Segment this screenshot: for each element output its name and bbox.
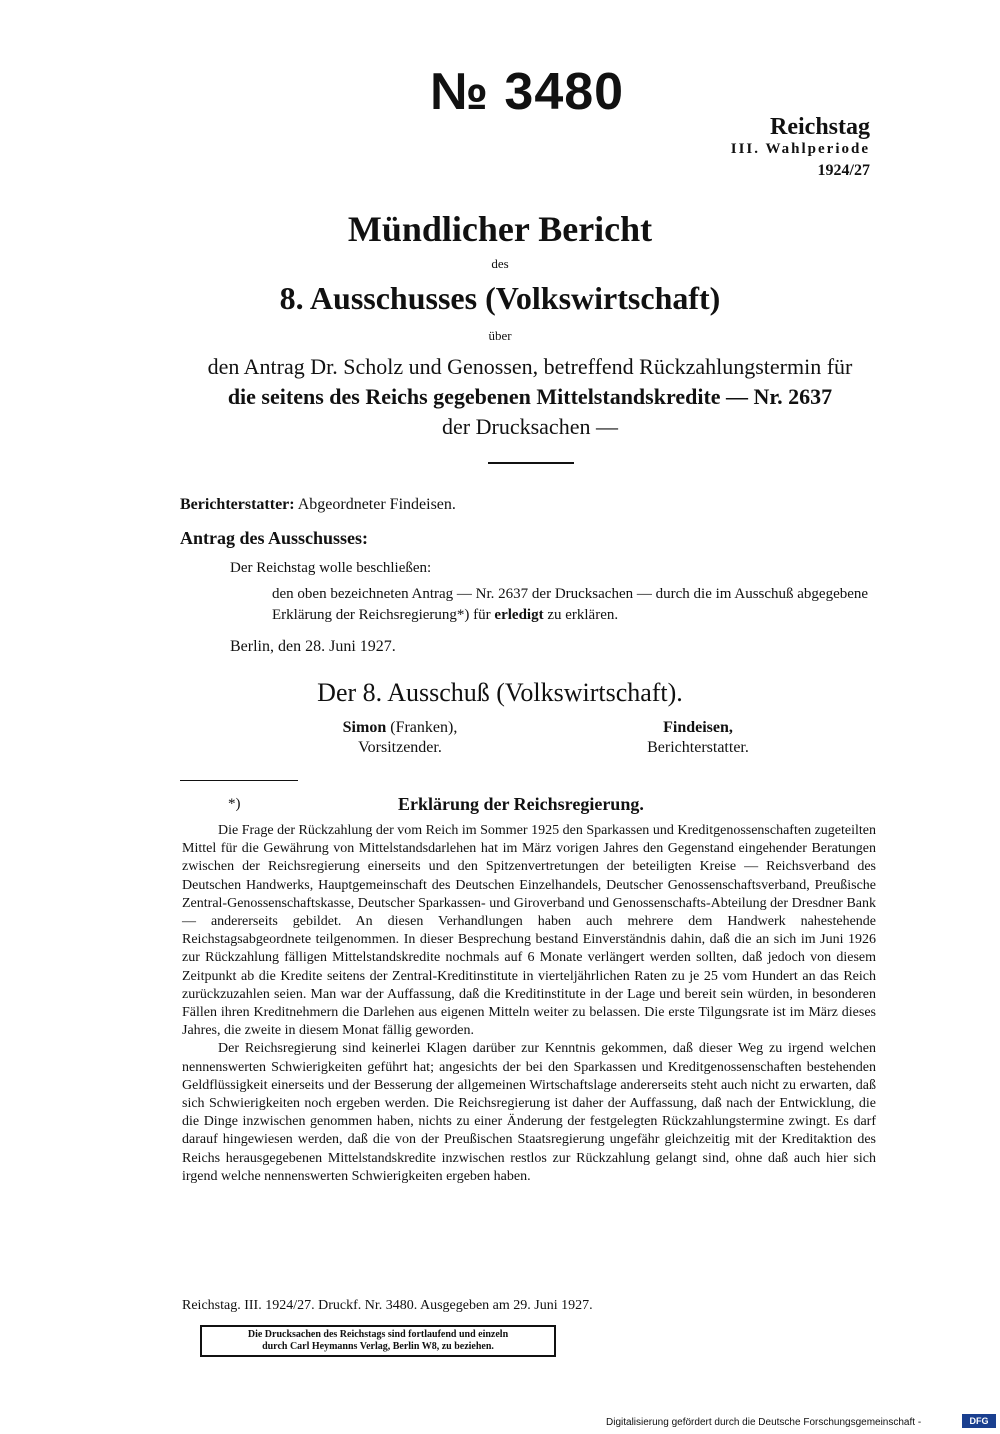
period-label: III. Wahlperiode xyxy=(730,141,870,157)
signature-chair xyxy=(300,718,500,758)
committee-signature: Der 8. Ausschuß (Volkswirtschaft). xyxy=(317,678,683,707)
motion-text xyxy=(272,584,882,626)
title-des: des xyxy=(491,256,509,271)
document-number: № 3480 xyxy=(430,63,625,121)
report-title: Mündlicher Bericht xyxy=(347,209,653,249)
sales-notice-box xyxy=(200,1325,556,1357)
motion-text-bold: erledigt xyxy=(494,607,544,623)
motion-text-b: zu erklären. xyxy=(547,607,619,623)
years-label: 1924/27 xyxy=(817,162,870,179)
footnote-mark: *) xyxy=(228,796,241,812)
footnote-divider xyxy=(180,780,298,781)
subject-line-1: den Antrag Dr. Scholz und Genossen, betreffend Rückzahlungstermin für xyxy=(207,354,853,379)
subject-block xyxy=(180,352,880,442)
sales-notice-line-1: Die Drucksachen des Reichstags sind fortlaufend und einzeln xyxy=(247,1329,509,1340)
chair-name: Simon xyxy=(342,719,387,736)
subject-line-2: die seitens des Reichs gegebenen Mittelstandskredite — Nr. 2637 xyxy=(227,384,833,409)
dfg-logo-icon: DFG xyxy=(962,1414,996,1428)
chair-extra: (Franken), xyxy=(390,719,458,736)
rapporteur-name: Abgeordneter Findeisen. xyxy=(297,496,456,513)
rapporteur-line xyxy=(180,496,456,514)
declaration-body xyxy=(182,822,876,1186)
chair-role: Vorsitzender. xyxy=(358,739,442,756)
rapporteur-sig-role: Berichterstatter. xyxy=(647,739,749,756)
declaration-title: Erklärung der Reichsregierung. xyxy=(398,794,644,814)
imprint-line: Reichstag. III. 1924/27. Druckf. Nr. 3480. Ausgegeben am 29. Juni 1927. xyxy=(182,1298,593,1313)
motion-heading: Antrag des Ausschusses: xyxy=(180,528,369,548)
place-date: Berlin, den 28. Juni 1927. xyxy=(230,638,396,655)
title-ueber: über xyxy=(488,328,512,343)
reichstag-header xyxy=(690,116,870,182)
signature-rapporteur xyxy=(598,718,798,758)
rapporteur-label: Berichterstatter: xyxy=(180,496,295,513)
motion-intro: Der Reichstag wolle beschließen: xyxy=(230,560,432,576)
committee-title: 8. Ausschusses (Volkswirtschaft) xyxy=(279,280,721,316)
rapporteur-sig-name: Findeisen, xyxy=(663,719,733,736)
declaration-paragraph-2: Der Reichsregierung sind keinerlei Klagen darüber zur Kenntnis gekommen, daß dieser Weg zu irgend welchen nennenswerten Schwierigkeiten geführt hat; angesichts der bei den Sparkassen und Kreditgenossenschaften bestehenden Geldflüssigkeit einerseits und der Besserung der allgemeinen Wirtschaftslage andererseits steht auch nicht zu erwarten, daß sich Schwierigkeiten noch ergeben werden. Die Reichsregierung ist daher der Auffassung, daß nach der Entwicklung, die die Dinge inzwischen genommen haben, nichts zu einer Änderung der festgelegten Rückzahlungstermine zwingt. Es darf darauf hingewiesen werden, daß die von der Preußischen Staatsregierung ungefähr gleichzeitig mit der Kreditaktion des Reichs herausgegebenen Mittelstandskredite inzwischen restlos zur Rückzahlung gelangt sind, ohne daß auch hier sich irgend welche nennenswerten Schwierigkeiten ergeben haben. xyxy=(182,1041,876,1184)
motion-text-a: den oben bezeichneten Antrag — Nr. 2637 der Drucksachen — durch die im Ausschuß abgegebene Erklärung der Reichsregierung*) für xyxy=(272,586,869,623)
title-divider xyxy=(488,462,574,464)
declaration-paragraph-1: Die Frage der Rückzahlung der vom Reich im Sommer 1925 den Sparkassen und Kreditgenossenschaften zugeteilten Mittel für die Gewährung von Mittelstandsdarlehen hat im März vorigen Jahres den Gegenstand eingehender Beratungen zwischen der Reichsregierung einerseits und den Spitzenvertretungen der beteiligten Kreise — Reichsverband des Deutschen Handwerks, Hauptgemeinschaft des Deutschen Einzelhandels, Deutscher Genossenschaftsverband, Preußische Zentral-Genossenschaftskasse, Deutscher Sparkassen- und Giroverband und Genossenschafts-Abteilung der Dresdner Bank — andererseits gebildet. An diesen Verhandlungen haben auch mehrere dem Handwerk nahestehende Reichstagsabgeordnete teilgenommen. In dieser Besprechung bestand Einverständnis dahin, daß die an sich im Juni 1926 zur Rückzahlung fälligen Mittelstandskredite nochmals auf 6 Monate verlängert werden sollten, daß jedoch von diesem Zeitpunkt ab die Kredite seitens der Zentral-Kreditinstitute in vierteljährlichen Raten zu je 25 vom Hundert an das Reich zurückzuzahlen seien. Man war der Auffassung, daß die Kreditinstitute in der Lage und bereit sein würden, in besonderen Fällen ihren Kreditnehmern die Darlehen aus eigenen Mitteln weiter zu belassen. Die erste Tilgungsrate ist im März dieses Jahres, die zweite in diesem Monat fällig geworden. xyxy=(182,823,876,1039)
subject-line-3: der Drucksachen — xyxy=(442,414,618,439)
digitization-credit: Digitalisierung gefördert durch die Deutsche Forschungsgemeinschaft - xyxy=(606,1417,922,1428)
sales-notice-line-2: durch Carl Heymanns Verlag, Berlin W8, zu beziehen. xyxy=(262,1341,494,1352)
reichstag-label: Reichstag xyxy=(770,114,870,140)
